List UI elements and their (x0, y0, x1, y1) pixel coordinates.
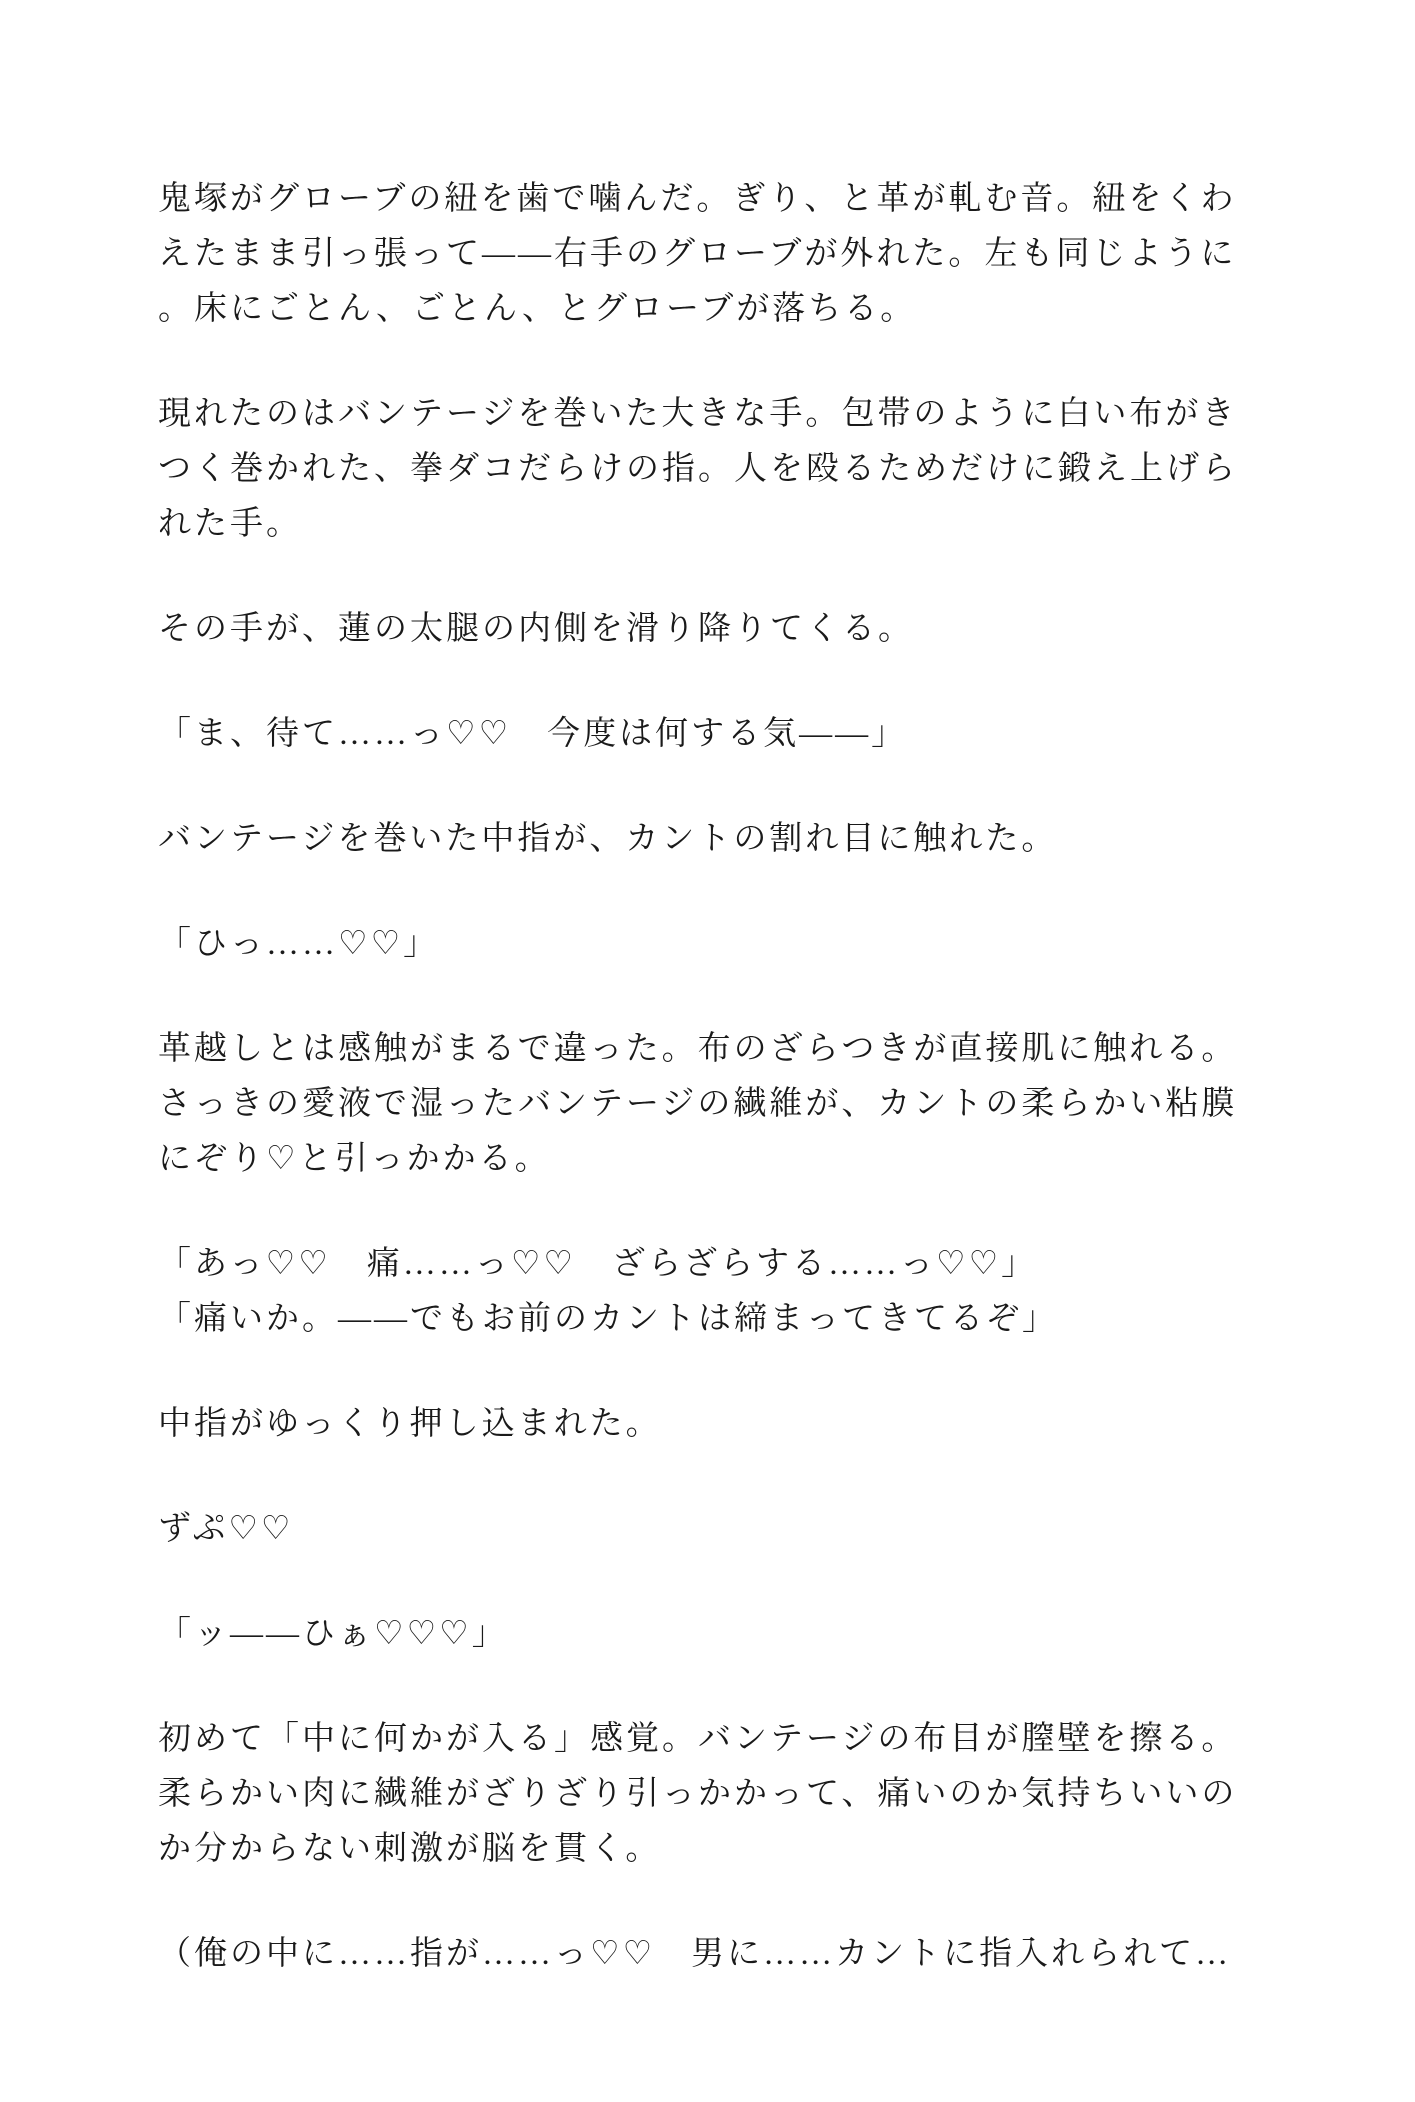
text-line: 「ッ――ひぁ♡♡♡」 (158, 1616, 508, 1652)
text-line: れた手。 (158, 506, 302, 542)
text-line: にぞり♡と引っかかる。 (158, 1141, 551, 1177)
text-line: 現れたのはバンテージを巻いた大きな手。包帯のように白い布がき (158, 396, 1238, 432)
paragraph (158, 172, 1265, 337)
text-body (158, 172, 1265, 1982)
text-line: 「ま、待て……っ♡♡ 今度は何する気――」 (158, 716, 908, 752)
text-line: ずぷ♡♡ (158, 1511, 294, 1547)
paragraph (158, 387, 1265, 552)
text-line: 「あっ♡♡ 痛……っ♡♡ ざらざらする……っ♡♡」 (158, 1246, 1038, 1282)
text-line: さっきの愛液で湿ったバンテージの繊維が、カントの柔らかい粘膜 (158, 1086, 1238, 1122)
text-line: 初めて「中に何かが入る」感覚。バンテージの布目が膣壁を擦る。 (158, 1721, 1238, 1757)
text-line: えたまま引っ張って――右手のグローブが外れた。左も同じように (158, 236, 1237, 272)
paragraph (158, 1502, 1265, 1557)
text-line: 鬼塚がグローブの紐を歯で噛んだ。ぎり、と革が軋む音。紐をくわ (158, 181, 1237, 217)
text-line: 「ひっ……♡♡」 (158, 926, 440, 962)
text-line: 「痛いか。――でもお前のカントは締まってきてるぞ」 (158, 1301, 1058, 1337)
paragraph (158, 602, 1265, 657)
paragraph (158, 1397, 1265, 1452)
text-line: 中指がゆっくり押し込まれた。 (158, 1406, 662, 1442)
text-line: その手が、蓮の太腿の内側を滑り降りてくる。 (158, 611, 914, 647)
paragraph (158, 1607, 1265, 1662)
text-line: 。床にごとん、ごとん、とグローブが落ちる。 (158, 291, 917, 327)
paragraph (158, 707, 1265, 762)
paragraph (158, 1927, 1265, 1982)
text-line: 柔らかい肉に繊維がざりざり引っかかって、痛いのか気持ちいいの (158, 1776, 1238, 1812)
text-line: か分からない刺激が脳を貫く。 (158, 1831, 662, 1867)
text-line: バンテージを巻いた中指が、カントの割れ目に触れた。 (158, 821, 1058, 857)
text-line: 革越しとは感触がまるで違った。布のざらつきが直接肌に触れる。 (158, 1031, 1238, 1067)
paragraph (158, 1712, 1265, 1877)
paragraph (158, 812, 1265, 867)
text-line: （俺の中に……指が……っ♡♡ 男に……カントに指入れられて… (158, 1936, 1232, 1972)
paragraph (158, 917, 1265, 972)
paragraph (158, 1237, 1265, 1347)
text-line: つく巻かれた、拳ダコだらけの指。人を殴るためだけに鍛え上げら (158, 451, 1238, 487)
paragraph (158, 1022, 1265, 1187)
